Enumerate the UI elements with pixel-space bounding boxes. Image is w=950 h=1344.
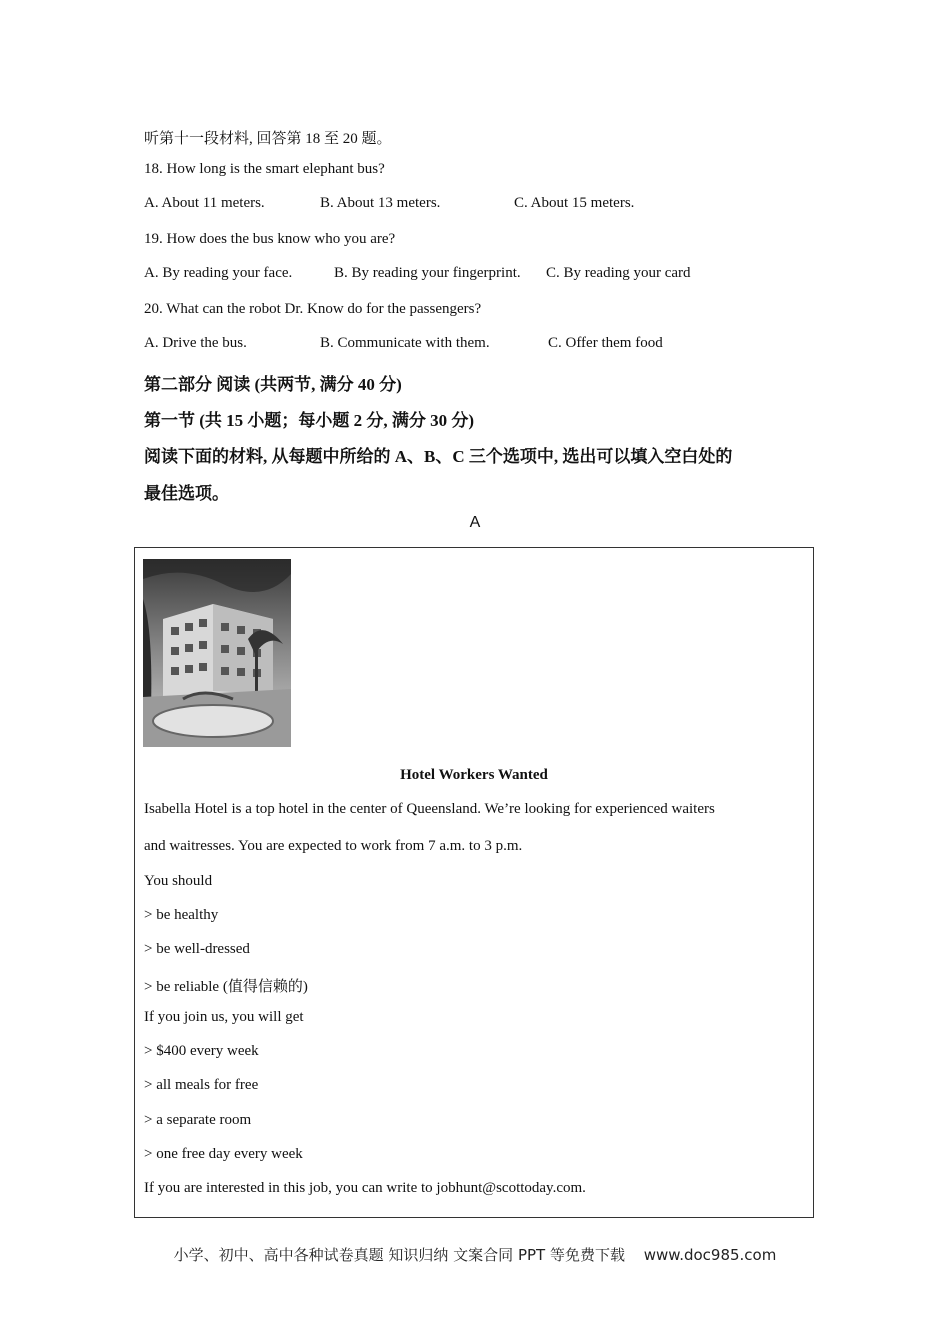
question-19: 19. How does the bus know who you are? (144, 231, 396, 247)
part2-heading: 第二部分 阅读 (共两节, 满分 40 分) (144, 375, 402, 394)
passage-letter: A (469, 514, 481, 531)
reading-instruction-line2: 最佳选项。 (144, 484, 229, 503)
footer-text: 小学、初中、高中各种试卷真题 知识归纳 文案合同 PPT 等免费下载 (173, 1246, 625, 1264)
q20-option-c: C. Offer them food (548, 335, 663, 351)
benefit-item: > $400 every week (144, 1043, 259, 1059)
ad-title: Hotel Workers Wanted (400, 767, 548, 783)
ad-intro-line2: and waitresses. You are expected to work from 7 a.m. to 3 p.m. (144, 838, 523, 854)
footer-url[interactable]: www.doc985.com (643, 1246, 777, 1264)
q19-option-b: B. By reading your fingerprint. (334, 265, 521, 281)
requirement-item: > be well-dressed (144, 941, 250, 957)
q20-option-b: B. Communicate with them. (320, 335, 490, 351)
benefit-item: > one free day every week (144, 1146, 303, 1162)
q19-option-a: A. By reading your face. (144, 265, 293, 281)
q18-option-b: B. About 13 meters. (320, 195, 441, 211)
q19-option-c: C. By reading your card (546, 265, 691, 281)
question-20: 20. What can the robot Dr. Know do for the passengers? (144, 301, 482, 317)
footer (0, 1244, 950, 1265)
requirement-item: > be healthy (144, 907, 219, 923)
benefit-item: > a separate room (144, 1112, 252, 1128)
contact-line: If you are interested in this job, you can write to jobhunt@scottoday.com. (144, 1180, 586, 1196)
should-label: You should (144, 873, 213, 889)
requirement-item: > be reliable (值得信赖的) (144, 979, 308, 995)
hotel-photo (143, 559, 291, 747)
ad-intro-line1: Isabella Hotel is a top hotel in the center of Queensland. We’re looking for experienced waiters (144, 801, 715, 817)
question-18: 18. How long is the smart elephant bus? (144, 161, 385, 177)
q20-option-a: A. Drive the bus. (144, 335, 247, 351)
section1-heading: 第一节 (共 15 小题；每小题 2 分, 满分 30 分) (144, 411, 475, 430)
benefits-label: If you join us, you will get (144, 1009, 304, 1025)
benefit-item: > all meals for free (144, 1077, 259, 1093)
q18-option-a: A. About 11 meters. (144, 195, 265, 211)
q18-option-c: C. About 15 meters. (514, 195, 635, 211)
listening-instruction: 听第十一段材料, 回答第 18 至 20 题。 (144, 131, 392, 147)
reading-instruction-line1: 阅读下面的材料, 从每题中所给的 A、B、C 三个选项中, 选出可以填入空白处的 (144, 447, 733, 466)
